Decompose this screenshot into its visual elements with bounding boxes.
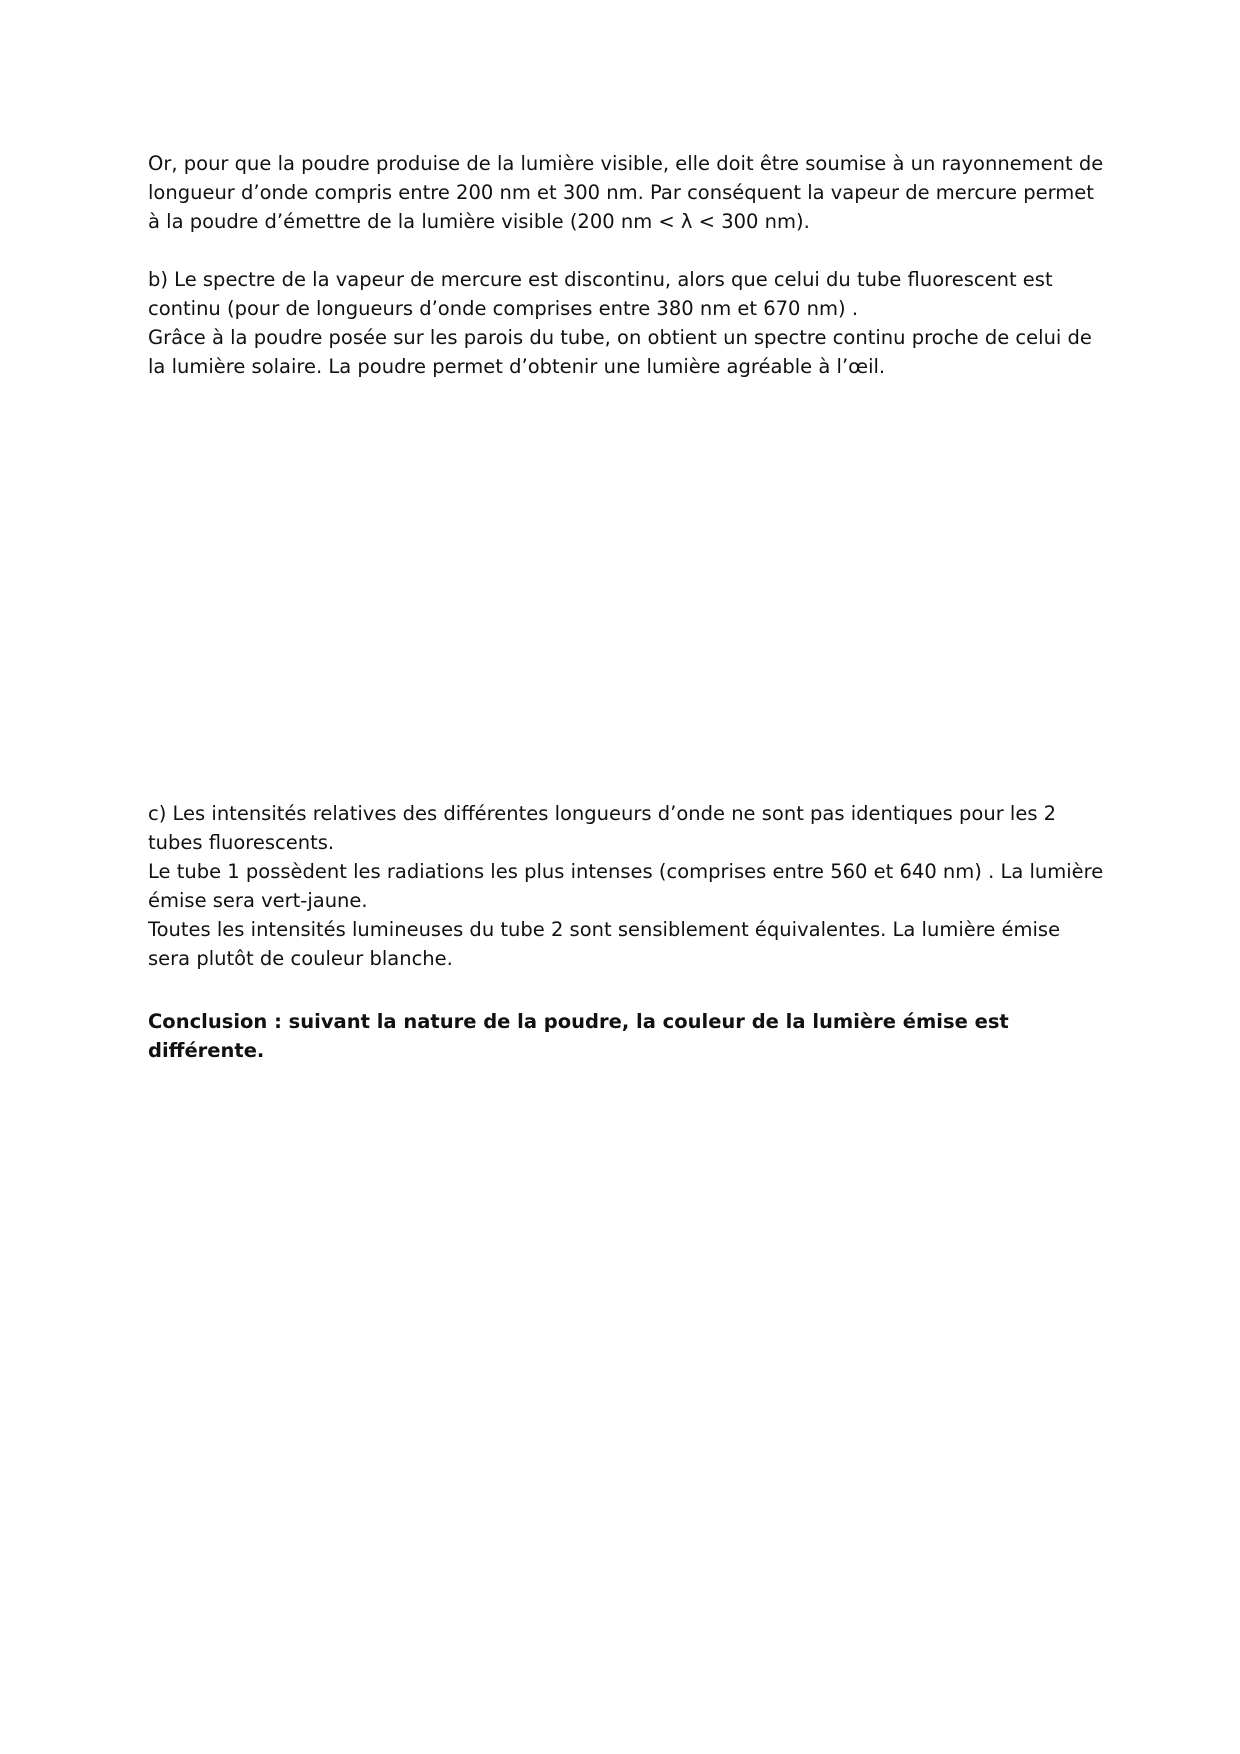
section-b-spectrum <box>148 265 1108 381</box>
paragraph-tube-1: Le tube 1 possèdent les radiations les plus intenses (comprises entre 560 et 640 nm) . La lumière émise sera vert-jaune. <box>148 860 1104 912</box>
paragraph-relative-intensities: c) Les intensités relatives des différentes longueurs d’onde ne sont pas identiques pour les 2 tubes fluorescents. <box>148 802 1057 854</box>
paragraph-powder-radiation: Or, pour que la poudre produise de la lumière visible, elle doit être soumise à un rayonnement de longueur d’onde compris entre 200 nm et 300 nm. Par conséquent la vapeur de mercure permet à la poudre d’émettre de la lumière visible (200 nm < λ < 300 nm). <box>148 152 1104 233</box>
section-mercury-vapor <box>148 149 1108 236</box>
conclusion-text: Conclusion : suivant la nature de la poudre, la couleur de la lumière émise est différente. <box>148 1010 1009 1062</box>
paragraph-spectrum-discontinuous: b) Le spectre de la vapeur de mercure est discontinu, alors que celui du tube fluorescent est continu (pour de longueurs d’onde comprises entre 380 nm et 670 nm) . <box>148 268 1053 320</box>
section-c-intensities <box>148 799 1108 973</box>
paragraph-tube-2: Toutes les intensités lumineuses du tube 2 sont sensiblement équivalentes. La lumière émise sera plutôt de couleur blanche. <box>148 918 1061 970</box>
paragraph-powder-continuous-spectrum: Grâce à la poudre posée sur les parois du tube, on obtient un spectre continu proche de celui de la lumière solaire. La poudre permet d’obtenir une lumière agréable à l’œil. <box>148 326 1092 378</box>
